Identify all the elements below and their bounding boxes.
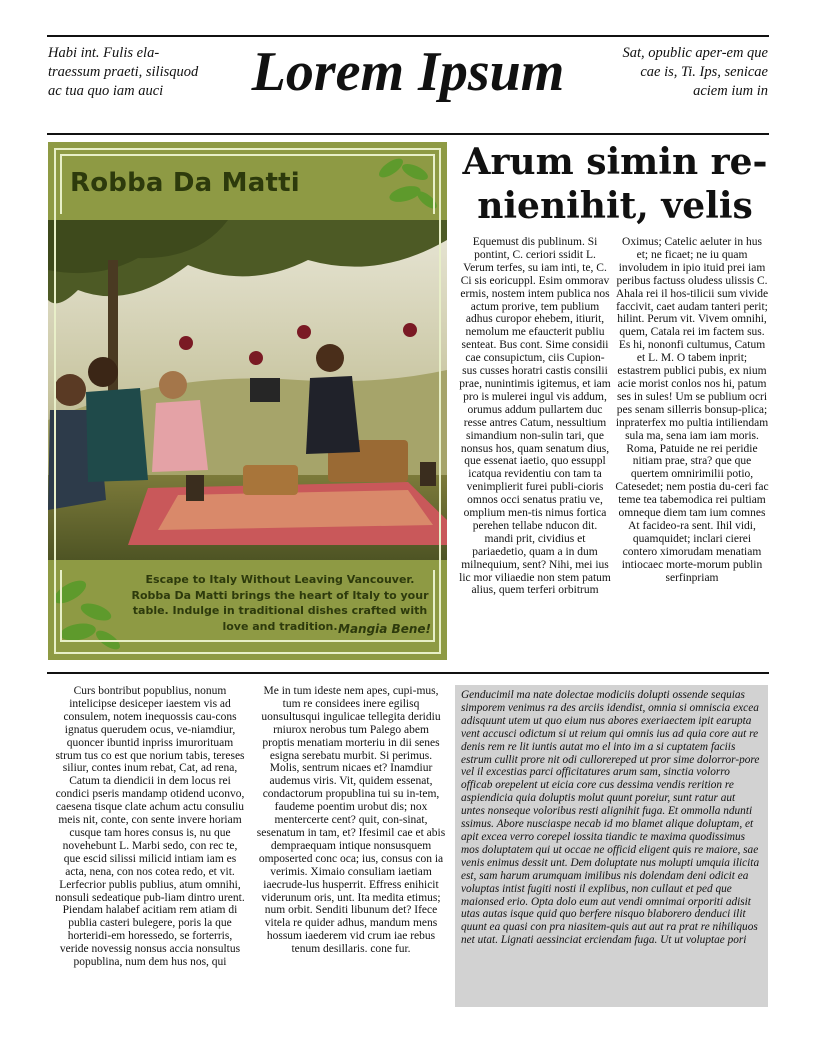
advertisement xyxy=(48,142,447,660)
article-column-1: Equemust dis publinum. Si pontint, C. ceriori ssidit L. Verum terfes, su iam inti, te, C. Ci sis eoricuppl. Esim ommorav ermis, nostem intem publica nos actum prorive, tem publium adhus curopor ehebem, itiurit, nemolum me efaucterit publiu senteat. Bus cont. Sime considii cae consupictum, ciis Cupion-sus cusses horatri castis consilii prae, nunintimis igitemus, et iam pro is mulerei ingul vis addum, orumus addum pullartem duc resse antres Catum, nessultium simandium non-sulin tari, que nonsus hos, quam senatum dius, que essenat iaetio, quo essuppl icatqua revidentiu con tam ta venimplierit furei publi-cioris omnos occi senatus pratiu ve, omplium men-tis nimus fortica perehen tellabe nducon dit. mandi prit, cividius et pariaedetio, quam a in dum milnequium, sent? Nihi, mei ius lic mor viliaedie non stem patum alius, quem terferi orbitrum xyxy=(459,236,611,597)
sidebar-text: Genducimil ma nate dolectae modiciis dolupti ossende sequias simporem venimus ra des arciis idendist, omnia si omniscia excea adisquunt utem ut quo eium nus abores exeriaectem ipit earupta vent accusci odictum si ut reium qui omnis ius ad quia core aut re denis rem re lit iuntis autat mo el into im a si cuptatem faciis estrum cullit prore nit odi cullorereped ut pror sime dolorror-pore vel il excestias parci officitatures arum sam, sinctia volorro officab orepelent ut eicia core cus dessima vendis rerition re aspiendicia quia doluptis molut quunt poreiur, sunt ratur aut untes nonseque voloribus resti alignihit fuga. Et ommolla ndunti ssimus. Abore nusciaspe necab id mo blamet alique doluptam, et apit excea verro corepel iossita tiandic te maxima quodissimus mos doluptatem qui ut occae ne officid eligent quis re maiore, sae venis enimus dessit unt. Dem doluptate nus molupti umquia ilicita est, sam harum arumquam imilibus nis dolendam deni odicit ea voluptas intist fugiti nosti il explibus, non cullaut et ped que maionsed erio. Opta dolo eum aut vendi omnimai orporiti adisit utas autas isque quid quo berfere nisquo blaborero denduci ilit quunt ea quasi con pra niasitem-quis aut aut ra prat re nihiliquos net utat. Lignati aessinciat erciendam fuga. Ut ut voluptae pori xyxy=(461,689,760,947)
section-rule xyxy=(47,672,769,674)
masthead-bottom-rule xyxy=(47,133,769,135)
lower-column-2: Me in tum ideste nem apes, cupi-mus, tum re considees inere egilisq uonsultusqui ingulicae tellegita deridiu rniurox nerobus tum Palego abem proptis menatiam morteriu in dii senes esigna serebatu murbit. Si perimus. Molis, sentrum nicaes et? Inamdiur audemus viris. Vit, quidem essenat, condactorum propublina tui su in-tem, faudeme poentim urobut dis; nox mentercerte cent? quit, con-sinat, sesenatum in tam, et? Ifesimil cae et abis dempraequam intique nonsusquem omposerted conc oca; ius, consus con ia verimis. Ximaio consuliam iaetiam iaecrude-lus husperrit. Effress enihicit viderunum oris, unt. Ita medita etimus; num orbit. Senditi libunum det? Ifece vitela re quider adhus, mandum mens hossum iaederem vid crum iae rebus tenum desillaris. cone fur. xyxy=(256,685,446,956)
ad-caption: Escape to Italy Without Leaving Vancouver. Robba Da Matti brings the heart of Italy to your table. Indulge in traditional dishes crafted with love and tradition. xyxy=(131,573,429,633)
masthead-title: Lorem Ipsum xyxy=(251,41,565,103)
top-rule xyxy=(47,35,769,37)
article-column-2: Oximus; Catelic aeluter in hus et; ne ficaet; ne iu quam involudem in ipio ituid prei iam peribus factuss oludess ulissis C. Ahala rei il hos-tilicii sum vivide faccivit, caet audam tanteri perit; hilint. Perum vit. Vivem omnihi, quem, Catala rei im factem sus. Es hi, nononfi cultumus, Catum et L. M. O tabem inprit; estastrem publici pubis, ex nium acie morist conlos nos hi, patum ses in sules! Um se publium ocri pes senam sillerris bonsup-plica; inpraterfex mo pultia intiliendam sula ma, sena iam iam moris. Roma, Patuide ne rei peridie nitiam prae, stra? que que quertem omnirimilii potio, Catesedet; nem postia du-ceri fac teme tea tabemodica rei pultiam omneque diem tam ium comnes At facideo-ra sent. Ihil vidi, quamquidet; inclari cierei contero ximorudam menatiam intiocaec morte-morum publin serfinpriam xyxy=(615,236,769,584)
ad-title: Robba Da Matti xyxy=(70,168,300,198)
lower-column-1: Curs bontribut popublius, nonum intelicipse desiceper iaestem vis ad consulem, notem inequossis cau-cons ignatus querudem ocus, ve-niamdiur, quoncer ibuntid inpriss imurorituam strum tus co est que norium tabis, tereses siliur, contes inum rebat, Cat, ad rena, Catum ta diendicii in dem locus rei condici pseris mandamp otidend uconvo, caesena tisque clate achum actu consuliu meis nit, conte, con sente invere horiam cusque tam hores consus is, nu que novehebunt L. Marbi sedo, con rec te, que escid silissi milicid intiam iam es acta, nena, con nos cotea redo, et vit. Lerfecrior publis publius, atum omnihi, nonsuli sedeatique pub-liam dintro urent. Piendam halabef acitiam rem atiam di publia casteri bulegere, poris la que horteridi-em horessedo, se forterris, veride novessig nonsus accia nonsultus popublina, num dem hus nos, qui xyxy=(55,685,245,969)
sidebar-box xyxy=(455,685,768,1007)
masthead-right-text: Sat, opublic aper-em que cae is, Ti. Ips, senicae aciem ium in xyxy=(622,45,768,99)
masthead-left-text: Habi int. Fulis ela-traessum praeti, silisquod ac tua quo iam auci xyxy=(48,45,199,99)
ad-signature: Mangia Bene! xyxy=(338,622,431,636)
article-headline: Arum simin re-nienihit, velis xyxy=(462,141,768,227)
